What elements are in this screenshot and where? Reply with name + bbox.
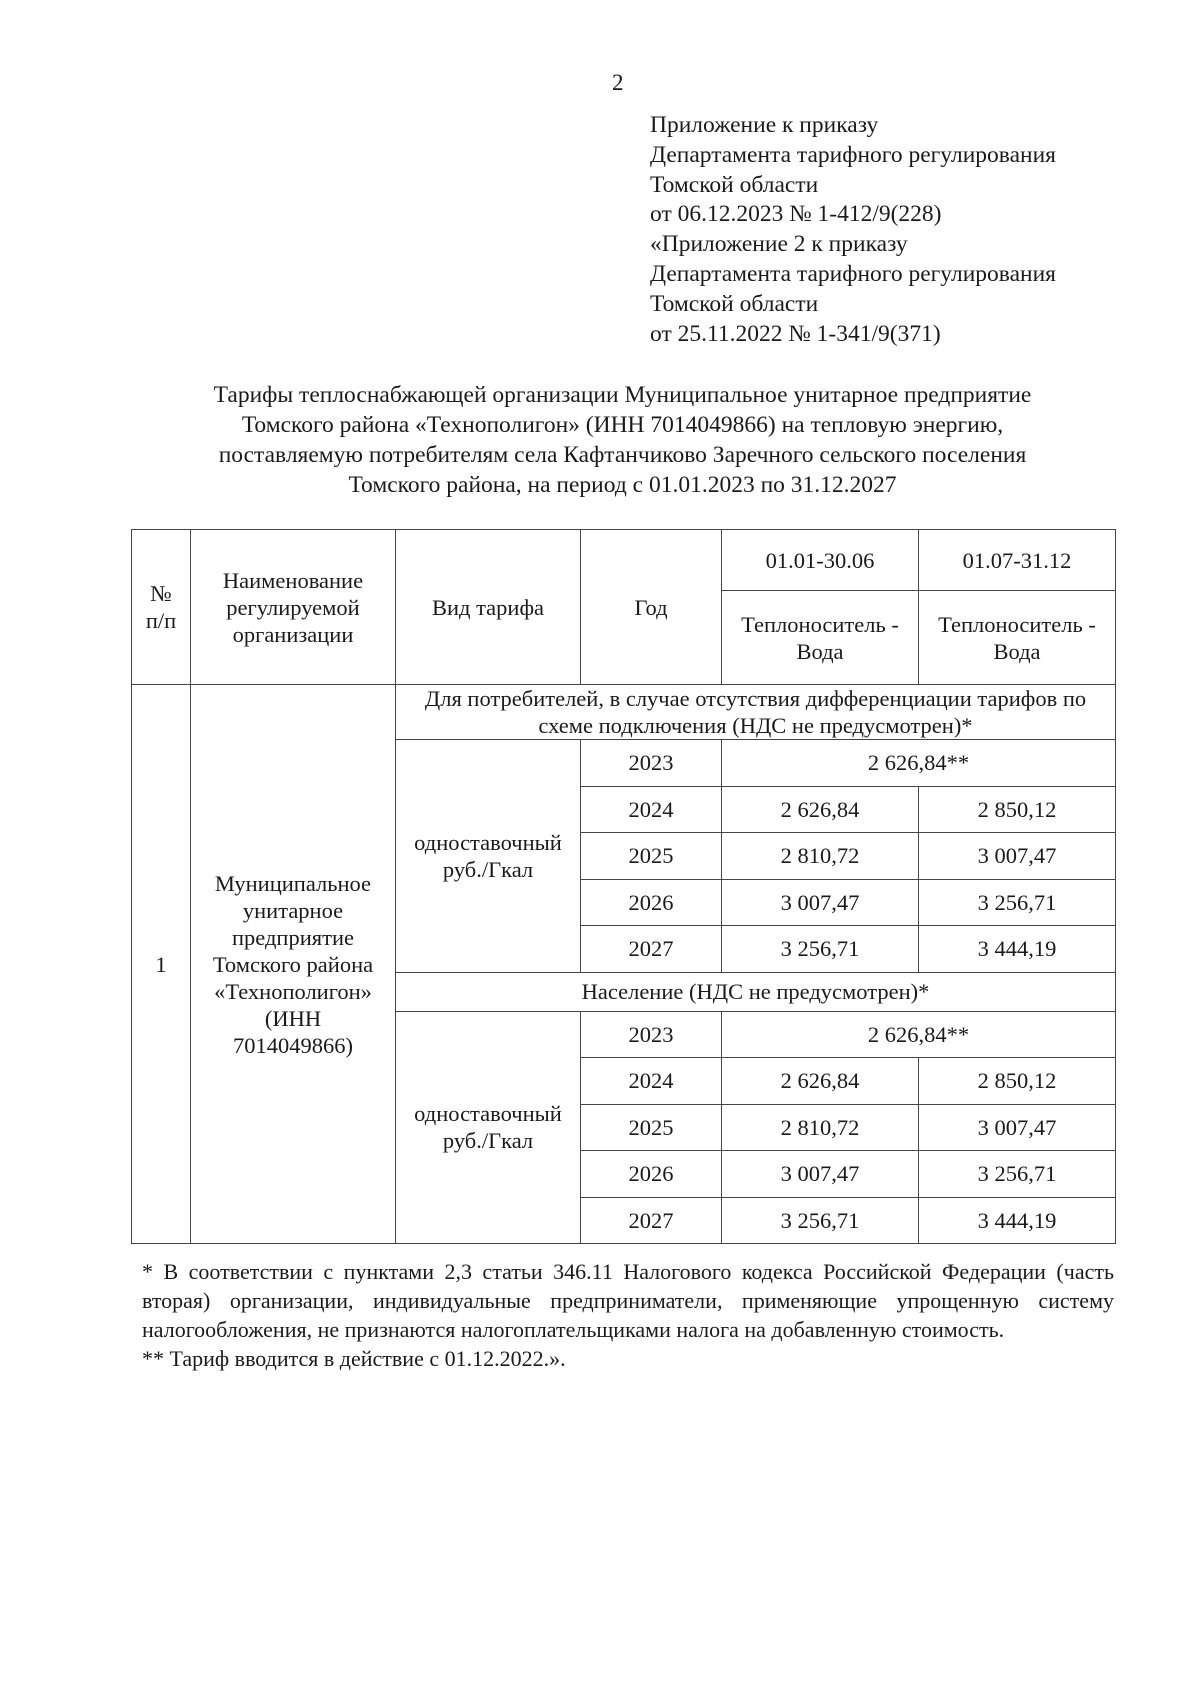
appendix-line: от 25.11.2022 № 1-341/9(371) bbox=[650, 320, 941, 347]
header-tariff-type: Вид тарифа bbox=[396, 530, 581, 685]
tariff-value-h2: 3 444,19 bbox=[919, 1197, 1116, 1244]
year-cell: 2026 bbox=[581, 879, 722, 926]
tariff-value-h2: 3 444,19 bbox=[919, 926, 1116, 973]
header-period-2: 01.07-31.12 bbox=[919, 530, 1116, 591]
year-cell: 2024 bbox=[581, 786, 722, 833]
year-cell: 2026 bbox=[581, 1151, 722, 1198]
tariff-value-h2: 3 007,47 bbox=[919, 1104, 1116, 1151]
appendix-line: Приложение к приказу bbox=[650, 112, 879, 138]
appendix-line: Томской области bbox=[650, 290, 819, 317]
year-cell: 2025 bbox=[581, 833, 722, 880]
page-number: 2 bbox=[612, 70, 624, 95]
title-line: поставляемую потребителям села Кафтанчиково Заречного сельского поселения bbox=[218, 442, 1027, 468]
row-number: 1 bbox=[132, 685, 191, 1244]
tariff-value-h2: 2 850,12 bbox=[919, 1058, 1116, 1105]
appendix-line: «Приложение 2 к приказу bbox=[650, 231, 908, 258]
section-heading: Для потребителей, в случае отсутствия дифференциации тарифов по схеме подключения (НДС не предусмотрен)* bbox=[396, 685, 1116, 740]
organization-name: Муниципальное унитарное предприятие Томского района «Технополигон» (ИНН 7014049866) bbox=[191, 685, 396, 1244]
section-row bbox=[132, 685, 1116, 740]
appendix-line: Департамента тарифного регулирования bbox=[650, 260, 1056, 287]
appendix-reference bbox=[650, 111, 1056, 349]
year-cell: 2025 bbox=[581, 1104, 722, 1151]
tariff-value-h1: 3 256,71 bbox=[722, 926, 919, 973]
year-cell: 2024 bbox=[581, 1058, 722, 1105]
document-title bbox=[131, 380, 1114, 500]
tariff-value-h2: 3 256,71 bbox=[919, 1151, 1116, 1198]
tariff-value-h1: 2 810,72 bbox=[722, 833, 919, 880]
header-period-1: 01.01-30.06 bbox=[722, 530, 919, 591]
tariff-value-h1: 3 256,71 bbox=[722, 1197, 919, 1244]
header-num: № п/п bbox=[132, 530, 191, 685]
header-org: Наименование регулируемой организации bbox=[191, 530, 396, 685]
header-carrier-2: Теплоноситель - Вода bbox=[919, 591, 1116, 685]
footnotes bbox=[142, 1257, 1114, 1373]
title-line: Тарифы теплоснабжающей организации Муниципальное унитарное предприятие bbox=[213, 382, 1032, 408]
section-heading: Население (НДС не предусмотрен)* bbox=[396, 972, 1116, 1011]
header-row bbox=[132, 530, 1116, 591]
tariff-value-h2: 3 256,71 bbox=[919, 879, 1116, 926]
year-cell: 2023 bbox=[581, 1011, 722, 1058]
tariff-value-h1: 2 626,84 bbox=[722, 786, 919, 833]
appendix-line: Томской области bbox=[650, 171, 819, 198]
appendix-line: Департамента тарифного регулирования bbox=[650, 141, 1056, 168]
header-carrier-1: Теплоноситель - Вода bbox=[722, 591, 919, 685]
year-cell: 2023 bbox=[581, 740, 722, 787]
tariff-value-h1: 3 007,47 bbox=[722, 1151, 919, 1198]
tariff-value-h2: 2 850,12 bbox=[919, 786, 1116, 833]
year-cell: 2027 bbox=[581, 1197, 722, 1244]
tariff-value-h2: 3 007,47 bbox=[919, 833, 1116, 880]
footnote-vat: * В соответствии с пунктами 2,3 статьи 346.11 Налогового кодекса Российской Федерации (часть вторая) организации, индивидуальные предприниматели, применяющие упрощенную систему налогообложения, не признаются налогоплательщиками налога на добавленную стоимость. bbox=[142, 1259, 1114, 1342]
tariff-type: одноставочный руб./Гкал bbox=[396, 1011, 581, 1244]
tariff-value: 2 626,84** bbox=[722, 1011, 1116, 1058]
tariff-value-h1: 2 810,72 bbox=[722, 1104, 919, 1151]
footnote-effective-date: ** Тариф вводится в действие с 01.12.2022.». bbox=[142, 1346, 566, 1371]
header-year: Год bbox=[581, 530, 722, 685]
appendix-line: от 06.12.2023 № 1-412/9(228) bbox=[650, 201, 942, 228]
tariff-value: 2 626,84** bbox=[722, 740, 1116, 787]
tariff-value-h1: 2 626,84 bbox=[722, 1058, 919, 1105]
tariff-table bbox=[131, 529, 1116, 1244]
tariff-type: одноставочный руб./Гкал bbox=[396, 740, 581, 973]
title-line: Томского района «Технополигон» (ИНН 7014049866) на тепловую энергию, bbox=[241, 412, 1004, 438]
year-cell: 2027 bbox=[581, 926, 722, 973]
tariff-value-h1: 3 007,47 bbox=[722, 879, 919, 926]
title-line: Томского района, на период с 01.01.2023 по 31.12.2027 bbox=[348, 472, 897, 498]
